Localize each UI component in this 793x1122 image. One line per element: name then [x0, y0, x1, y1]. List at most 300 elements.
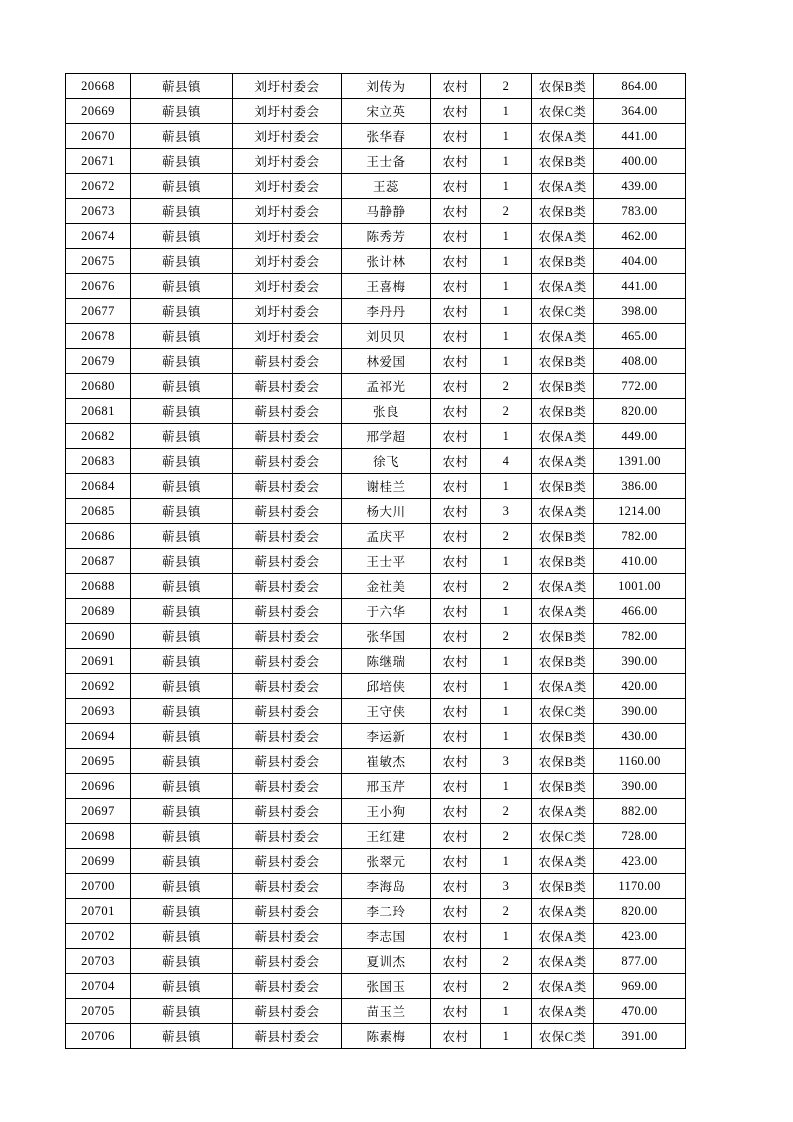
cell-residence-type: 农村	[431, 474, 481, 499]
cell-person-name: 李海岛	[342, 874, 431, 899]
cell-amount: 1001.00	[594, 574, 686, 599]
cell-amount: 1170.00	[594, 874, 686, 899]
cell-residence-type: 农村	[431, 324, 481, 349]
cell-person-count: 2	[481, 524, 532, 549]
cell-amount: 430.00	[594, 724, 686, 749]
cell-person-count: 1	[481, 1024, 532, 1049]
cell-person-count: 1	[481, 674, 532, 699]
cell-insurance-category: 农保B类	[532, 399, 594, 424]
cell-insurance-category: 农保A类	[532, 899, 594, 924]
cell-person-name: 崔敏杰	[342, 749, 431, 774]
cell-village-committee: 刘圩村委会	[233, 99, 342, 124]
table-row	[66, 99, 686, 124]
cell-insurance-category: 农保A类	[532, 574, 594, 599]
cell-residence-type: 农村	[431, 699, 481, 724]
cell-amount: 462.00	[594, 224, 686, 249]
table-row	[66, 424, 686, 449]
cell-person-name: 孟祁光	[342, 374, 431, 399]
cell-town: 蕲县镇	[131, 949, 233, 974]
cell-serial-number: 20671	[66, 149, 131, 174]
cell-village-committee: 蕲县村委会	[233, 499, 342, 524]
cell-person-name: 邢玉芹	[342, 774, 431, 799]
cell-amount: 423.00	[594, 849, 686, 874]
cell-person-count: 1	[481, 699, 532, 724]
cell-person-count: 2	[481, 799, 532, 824]
cell-town: 蕲县镇	[131, 99, 233, 124]
cell-town: 蕲县镇	[131, 399, 233, 424]
cell-village-committee: 蕲县村委会	[233, 599, 342, 624]
cell-serial-number: 20670	[66, 124, 131, 149]
cell-amount: 969.00	[594, 974, 686, 999]
cell-residence-type: 农村	[431, 74, 481, 99]
cell-town: 蕲县镇	[131, 574, 233, 599]
cell-insurance-category: 农保B类	[532, 774, 594, 799]
cell-person-name: 陈继瑞	[342, 649, 431, 674]
cell-person-name: 刘传为	[342, 74, 431, 99]
cell-insurance-category: 农保A类	[532, 499, 594, 524]
cell-residence-type: 农村	[431, 774, 481, 799]
table-row	[66, 649, 686, 674]
table-row	[66, 699, 686, 724]
cell-residence-type: 农村	[431, 749, 481, 774]
cell-person-count: 1	[481, 99, 532, 124]
cell-village-committee: 蕲县村委会	[233, 674, 342, 699]
cell-village-committee: 蕲县村委会	[233, 374, 342, 399]
cell-town: 蕲县镇	[131, 249, 233, 274]
cell-person-count: 2	[481, 949, 532, 974]
cell-person-name: 陈秀芳	[342, 224, 431, 249]
cell-insurance-category: 农保A类	[532, 174, 594, 199]
cell-village-committee: 蕲县村委会	[233, 1024, 342, 1049]
cell-town: 蕲县镇	[131, 374, 233, 399]
cell-insurance-category: 农保A类	[532, 599, 594, 624]
cell-town: 蕲县镇	[131, 899, 233, 924]
cell-village-committee: 蕲县村委会	[233, 349, 342, 374]
cell-insurance-category: 农保B类	[532, 249, 594, 274]
cell-person-count: 1	[481, 924, 532, 949]
cell-insurance-category: 农保B类	[532, 149, 594, 174]
cell-village-committee: 刘圩村委会	[233, 324, 342, 349]
cell-town: 蕲县镇	[131, 74, 233, 99]
cell-serial-number: 20694	[66, 724, 131, 749]
cell-village-committee: 蕲县村委会	[233, 949, 342, 974]
cell-person-name: 张华春	[342, 124, 431, 149]
cell-person-name: 夏训杰	[342, 949, 431, 974]
table-row	[66, 799, 686, 824]
cell-serial-number: 20693	[66, 699, 131, 724]
cell-amount: 439.00	[594, 174, 686, 199]
cell-amount: 410.00	[594, 549, 686, 574]
cell-village-committee: 刘圩村委会	[233, 274, 342, 299]
table-row	[66, 974, 686, 999]
cell-insurance-category: 农保A类	[532, 424, 594, 449]
cell-serial-number: 20688	[66, 574, 131, 599]
cell-person-name: 宋立英	[342, 99, 431, 124]
cell-person-name: 王小狗	[342, 799, 431, 824]
cell-serial-number: 20683	[66, 449, 131, 474]
cell-village-committee: 刘圩村委会	[233, 249, 342, 274]
cell-person-count: 3	[481, 499, 532, 524]
cell-person-name: 王士平	[342, 549, 431, 574]
cell-residence-type: 农村	[431, 549, 481, 574]
cell-town: 蕲县镇	[131, 624, 233, 649]
cell-person-count: 1	[481, 424, 532, 449]
cell-person-count: 2	[481, 899, 532, 924]
cell-residence-type: 农村	[431, 124, 481, 149]
cell-town: 蕲县镇	[131, 149, 233, 174]
cell-amount: 390.00	[594, 774, 686, 799]
cell-person-name: 李丹丹	[342, 299, 431, 324]
cell-person-name: 刘贝贝	[342, 324, 431, 349]
cell-amount: 386.00	[594, 474, 686, 499]
cell-serial-number: 20672	[66, 174, 131, 199]
cell-person-count: 1	[481, 649, 532, 674]
cell-insurance-category: 农保B类	[532, 474, 594, 499]
cell-person-name: 张华国	[342, 624, 431, 649]
table-row	[66, 549, 686, 574]
cell-person-name: 王喜梅	[342, 274, 431, 299]
cell-residence-type: 农村	[431, 899, 481, 924]
cell-village-committee: 蕲县村委会	[233, 999, 342, 1024]
cell-person-count: 4	[481, 449, 532, 474]
cell-town: 蕲县镇	[131, 349, 233, 374]
cell-insurance-category: 农保A类	[532, 324, 594, 349]
cell-town: 蕲县镇	[131, 674, 233, 699]
cell-serial-number: 20700	[66, 874, 131, 899]
cell-residence-type: 农村	[431, 499, 481, 524]
cell-town: 蕲县镇	[131, 649, 233, 674]
table-row	[66, 74, 686, 99]
cell-person-name: 张国玉	[342, 974, 431, 999]
cell-serial-number: 20696	[66, 774, 131, 799]
cell-town: 蕲县镇	[131, 799, 233, 824]
cell-insurance-category: 农保B类	[532, 199, 594, 224]
cell-village-committee: 蕲县村委会	[233, 824, 342, 849]
cell-residence-type: 农村	[431, 399, 481, 424]
cell-person-count: 1	[481, 124, 532, 149]
cell-residence-type: 农村	[431, 449, 481, 474]
table-row	[66, 674, 686, 699]
cell-person-count: 1	[481, 274, 532, 299]
cell-person-name: 王守侠	[342, 699, 431, 724]
cell-serial-number: 20673	[66, 199, 131, 224]
cell-village-committee: 蕲县村委会	[233, 549, 342, 574]
cell-amount: 391.00	[594, 1024, 686, 1049]
cell-person-name: 邱培侠	[342, 674, 431, 699]
table-row	[66, 724, 686, 749]
cell-person-count: 2	[481, 74, 532, 99]
cell-village-committee: 蕲县村委会	[233, 449, 342, 474]
cell-amount: 441.00	[594, 124, 686, 149]
cell-village-committee: 蕲县村委会	[233, 974, 342, 999]
cell-person-name: 于六华	[342, 599, 431, 624]
cell-person-name: 王士备	[342, 149, 431, 174]
table-row	[66, 1024, 686, 1049]
cell-residence-type: 农村	[431, 99, 481, 124]
cell-village-committee: 蕲县村委会	[233, 849, 342, 874]
cell-insurance-category: 农保A类	[532, 974, 594, 999]
table-row	[66, 599, 686, 624]
cell-town: 蕲县镇	[131, 174, 233, 199]
cell-residence-type: 农村	[431, 724, 481, 749]
cell-town: 蕲县镇	[131, 324, 233, 349]
table-row	[66, 624, 686, 649]
pension-roster-table	[65, 73, 686, 1049]
cell-insurance-category: 农保B类	[532, 524, 594, 549]
cell-amount: 420.00	[594, 674, 686, 699]
cell-amount: 398.00	[594, 299, 686, 324]
cell-residence-type: 农村	[431, 974, 481, 999]
cell-village-committee: 刘圩村委会	[233, 224, 342, 249]
cell-town: 蕲县镇	[131, 599, 233, 624]
cell-town: 蕲县镇	[131, 849, 233, 874]
cell-town: 蕲县镇	[131, 724, 233, 749]
cell-person-count: 2	[481, 574, 532, 599]
cell-village-committee: 蕲县村委会	[233, 624, 342, 649]
cell-insurance-category: 农保A类	[532, 274, 594, 299]
cell-amount: 783.00	[594, 199, 686, 224]
cell-insurance-category: 农保C类	[532, 99, 594, 124]
cell-person-name: 马静静	[342, 199, 431, 224]
cell-amount: 400.00	[594, 149, 686, 174]
cell-village-committee: 蕲县村委会	[233, 524, 342, 549]
cell-serial-number: 20686	[66, 524, 131, 549]
cell-serial-number: 20699	[66, 849, 131, 874]
cell-insurance-category: 农保B类	[532, 749, 594, 774]
cell-person-name: 张计林	[342, 249, 431, 274]
cell-insurance-category: 农保A类	[532, 449, 594, 474]
cell-amount: 423.00	[594, 924, 686, 949]
cell-insurance-category: 农保C类	[532, 824, 594, 849]
cell-serial-number: 20678	[66, 324, 131, 349]
table-row	[66, 474, 686, 499]
cell-residence-type: 农村	[431, 824, 481, 849]
table-row	[66, 449, 686, 474]
cell-insurance-category: 农保A类	[532, 949, 594, 974]
cell-amount: 877.00	[594, 949, 686, 974]
cell-person-name: 张良	[342, 399, 431, 424]
cell-person-count: 2	[481, 824, 532, 849]
cell-residence-type: 农村	[431, 599, 481, 624]
table-row	[66, 374, 686, 399]
cell-amount: 782.00	[594, 624, 686, 649]
cell-town: 蕲县镇	[131, 224, 233, 249]
cell-serial-number: 20685	[66, 499, 131, 524]
cell-residence-type: 农村	[431, 374, 481, 399]
cell-person-count: 1	[481, 849, 532, 874]
table-row	[66, 199, 686, 224]
cell-serial-number: 20702	[66, 924, 131, 949]
table-row	[66, 149, 686, 174]
cell-person-count: 2	[481, 624, 532, 649]
cell-village-committee: 蕲县村委会	[233, 924, 342, 949]
cell-serial-number: 20674	[66, 224, 131, 249]
cell-amount: 820.00	[594, 899, 686, 924]
cell-amount: 1391.00	[594, 449, 686, 474]
cell-serial-number: 20703	[66, 949, 131, 974]
cell-residence-type: 农村	[431, 524, 481, 549]
cell-insurance-category: 农保A类	[532, 849, 594, 874]
table-row	[66, 874, 686, 899]
cell-town: 蕲县镇	[131, 824, 233, 849]
cell-village-committee: 刘圩村委会	[233, 299, 342, 324]
cell-town: 蕲县镇	[131, 1024, 233, 1049]
cell-person-name: 王蕊	[342, 174, 431, 199]
cell-village-committee: 蕲县村委会	[233, 649, 342, 674]
cell-residence-type: 农村	[431, 174, 481, 199]
cell-residence-type: 农村	[431, 999, 481, 1024]
cell-person-count: 1	[481, 474, 532, 499]
table-row	[66, 349, 686, 374]
cell-village-committee: 刘圩村委会	[233, 149, 342, 174]
cell-person-name: 徐飞	[342, 449, 431, 474]
cell-village-committee: 蕲县村委会	[233, 724, 342, 749]
table-row	[66, 574, 686, 599]
cell-person-count: 1	[481, 999, 532, 1024]
cell-town: 蕲县镇	[131, 449, 233, 474]
cell-serial-number: 20669	[66, 99, 131, 124]
table-row	[66, 174, 686, 199]
cell-town: 蕲县镇	[131, 699, 233, 724]
cell-serial-number: 20701	[66, 899, 131, 924]
cell-serial-number: 20668	[66, 74, 131, 99]
table-row	[66, 849, 686, 874]
cell-village-committee: 蕲县村委会	[233, 874, 342, 899]
cell-residence-type: 农村	[431, 574, 481, 599]
cell-residence-type: 农村	[431, 624, 481, 649]
cell-insurance-category: 农保B类	[532, 624, 594, 649]
cell-town: 蕲县镇	[131, 749, 233, 774]
cell-person-name: 金社美	[342, 574, 431, 599]
cell-amount: 782.00	[594, 524, 686, 549]
table-row	[66, 899, 686, 924]
cell-person-name: 孟庆平	[342, 524, 431, 549]
cell-residence-type: 农村	[431, 1024, 481, 1049]
table-row	[66, 524, 686, 549]
cell-serial-number: 20695	[66, 749, 131, 774]
table-row	[66, 824, 686, 849]
cell-town: 蕲县镇	[131, 999, 233, 1024]
cell-serial-number: 20705	[66, 999, 131, 1024]
cell-village-committee: 蕲县村委会	[233, 799, 342, 824]
cell-amount: 470.00	[594, 999, 686, 1024]
cell-town: 蕲县镇	[131, 524, 233, 549]
cell-town: 蕲县镇	[131, 774, 233, 799]
cell-residence-type: 农村	[431, 849, 481, 874]
cell-person-count: 2	[481, 974, 532, 999]
cell-serial-number: 20692	[66, 674, 131, 699]
table-body	[66, 74, 686, 1049]
cell-serial-number: 20704	[66, 974, 131, 999]
cell-person-count: 1	[481, 724, 532, 749]
cell-serial-number: 20682	[66, 424, 131, 449]
cell-insurance-category: 农保A类	[532, 799, 594, 824]
cell-town: 蕲县镇	[131, 974, 233, 999]
cell-amount: 390.00	[594, 649, 686, 674]
cell-person-count: 1	[481, 149, 532, 174]
cell-town: 蕲县镇	[131, 549, 233, 574]
cell-amount: 390.00	[594, 699, 686, 724]
cell-serial-number: 20677	[66, 299, 131, 324]
cell-village-committee: 刘圩村委会	[233, 199, 342, 224]
table-row	[66, 274, 686, 299]
cell-serial-number: 20675	[66, 249, 131, 274]
cell-amount: 728.00	[594, 824, 686, 849]
cell-residence-type: 农村	[431, 674, 481, 699]
cell-amount: 820.00	[594, 399, 686, 424]
cell-residence-type: 农村	[431, 199, 481, 224]
table-row	[66, 399, 686, 424]
cell-serial-number: 20680	[66, 374, 131, 399]
cell-amount: 441.00	[594, 274, 686, 299]
cell-serial-number: 20706	[66, 1024, 131, 1049]
cell-town: 蕲县镇	[131, 924, 233, 949]
cell-village-committee: 蕲县村委会	[233, 399, 342, 424]
cell-insurance-category: 农保A类	[532, 674, 594, 699]
cell-insurance-category: 农保A类	[532, 224, 594, 249]
cell-person-name: 李二玲	[342, 899, 431, 924]
cell-village-committee: 蕲县村委会	[233, 749, 342, 774]
cell-person-name: 谢桂兰	[342, 474, 431, 499]
cell-serial-number: 20691	[66, 649, 131, 674]
cell-residence-type: 农村	[431, 249, 481, 274]
cell-serial-number: 20687	[66, 549, 131, 574]
cell-village-committee: 刘圩村委会	[233, 174, 342, 199]
table-row	[66, 249, 686, 274]
cell-insurance-category: 农保B类	[532, 374, 594, 399]
cell-serial-number: 20698	[66, 824, 131, 849]
cell-person-count: 2	[481, 374, 532, 399]
cell-insurance-category: 农保B类	[532, 724, 594, 749]
cell-residence-type: 农村	[431, 924, 481, 949]
cell-person-name: 苗玉兰	[342, 999, 431, 1024]
cell-insurance-category: 农保C类	[532, 1024, 594, 1049]
table-row	[66, 299, 686, 324]
cell-person-count: 2	[481, 399, 532, 424]
table-row	[66, 924, 686, 949]
cell-insurance-category: 农保C类	[532, 299, 594, 324]
cell-insurance-category: 农保A类	[532, 124, 594, 149]
cell-residence-type: 农村	[431, 649, 481, 674]
cell-town: 蕲县镇	[131, 124, 233, 149]
table-row	[66, 949, 686, 974]
cell-insurance-category: 农保A类	[532, 999, 594, 1024]
cell-village-committee: 刘圩村委会	[233, 74, 342, 99]
cell-person-count: 1	[481, 324, 532, 349]
cell-serial-number: 20690	[66, 624, 131, 649]
cell-village-committee: 蕲县村委会	[233, 899, 342, 924]
cell-person-name: 张翠元	[342, 849, 431, 874]
cell-residence-type: 农村	[431, 149, 481, 174]
cell-person-name: 陈素梅	[342, 1024, 431, 1049]
cell-insurance-category: 农保A类	[532, 924, 594, 949]
cell-serial-number: 20697	[66, 799, 131, 824]
cell-person-count: 1	[481, 299, 532, 324]
cell-residence-type: 农村	[431, 274, 481, 299]
cell-residence-type: 农村	[431, 224, 481, 249]
cell-amount: 882.00	[594, 799, 686, 824]
cell-town: 蕲县镇	[131, 474, 233, 499]
cell-village-committee: 蕲县村委会	[233, 424, 342, 449]
cell-residence-type: 农村	[431, 799, 481, 824]
cell-residence-type: 农村	[431, 349, 481, 374]
cell-person-count: 1	[481, 599, 532, 624]
cell-residence-type: 农村	[431, 299, 481, 324]
table-row	[66, 999, 686, 1024]
table-row	[66, 324, 686, 349]
cell-serial-number: 20684	[66, 474, 131, 499]
cell-village-committee: 蕲县村委会	[233, 474, 342, 499]
